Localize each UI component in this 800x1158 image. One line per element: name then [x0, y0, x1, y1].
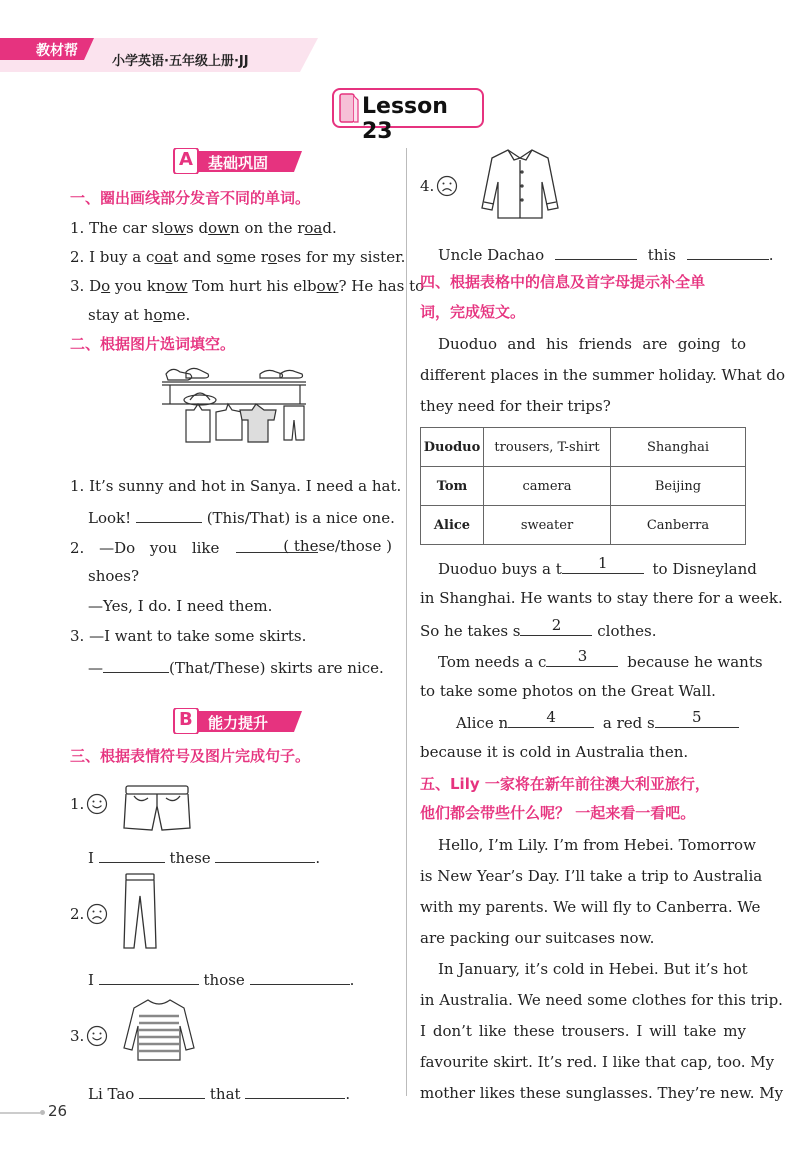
info-table	[420, 427, 746, 545]
book-icon	[338, 92, 360, 126]
q4-blank-2[interactable]: 2	[520, 619, 592, 636]
q2-blank-1[interactable]	[136, 506, 202, 523]
q3-title: 三、根据表情符号及图片完成句子。	[70, 747, 311, 765]
page-number: 26	[48, 1102, 68, 1120]
q3-line-2: I those .	[88, 968, 354, 990]
q4-intro-1: Duoduo and his friends are going to	[438, 335, 746, 353]
q3-num-1: 1.	[70, 795, 85, 813]
q4-para-6: Alice n 4 a red s 5	[456, 711, 739, 733]
q2-title: 二、根据图片选词填空。	[70, 335, 236, 353]
q2-line-3b: — (That/These) skirts are nice.	[88, 656, 384, 678]
q2-line-1b: Look! (This/That) is a nice one.	[88, 506, 395, 528]
table-cell: camera	[484, 467, 611, 506]
q3-num-2: 2.	[70, 905, 85, 923]
q4-blank-5[interactable]: 5	[655, 711, 739, 728]
q5-line-8: favourite skirt. It’s red. I like that cap, too. My	[420, 1053, 775, 1071]
q5-line-3: with my parents. We will fly to Canberra. We	[420, 898, 761, 916]
section-a-letter: A	[179, 149, 193, 170]
q2-line-2b: shoes?	[88, 567, 140, 585]
sad-face-icon	[436, 175, 458, 197]
q4-title-l1: 四、根据表格中的信息及首字母提示补全单	[420, 273, 706, 291]
q3-num-4: 4.	[420, 177, 435, 195]
q3-line-3: Li Tao that .	[88, 1082, 350, 1104]
q3-line-1: I these .	[88, 846, 320, 868]
q4-blank-1[interactable]: 1	[562, 557, 644, 574]
q3-blank-1a[interactable]	[99, 846, 165, 863]
section-a-badge	[172, 148, 302, 172]
q5-line-7: I don’t like these trousers. I will take my	[420, 1022, 746, 1040]
shirt-illustration	[478, 146, 562, 222]
q1-item-2: 2. I buy a coat and some roses for my sister.	[70, 248, 406, 266]
q4-title-l2: 词，完成短文。	[420, 303, 526, 321]
table-row	[421, 428, 746, 467]
header-bar	[0, 38, 330, 72]
q3-blank-3b[interactable]	[245, 1082, 345, 1099]
q3-blank-1b[interactable]	[215, 846, 315, 863]
q3-blank-3a[interactable]	[139, 1082, 205, 1099]
q1-item-1: 1. The car slows down on the road.	[70, 219, 337, 237]
q2-line-3a: 3. —I want to take some skirts.	[70, 627, 307, 645]
q3-blank-4a[interactable]	[555, 243, 637, 260]
lesson-title-box	[332, 88, 484, 144]
q4-blank-3[interactable]: 3	[546, 650, 618, 667]
sweater-illustration	[122, 996, 196, 1064]
q2-line-2a: 2. —Do you like ( these/those )	[70, 537, 392, 557]
table-cell: Canberra	[611, 506, 746, 545]
q3-num-3: 3.	[70, 1027, 85, 1045]
section-b-badge	[172, 708, 302, 732]
table-cell: trousers, T-shirt	[484, 428, 611, 467]
q4-para-3: So he takes s 2 clothes.	[420, 616, 657, 640]
shorts-illustration	[122, 782, 192, 834]
section-a-label: 基础巩固	[208, 154, 269, 172]
q5-title-l2: 他们都会带些什么呢？ 一起来看一看吧。	[420, 804, 696, 822]
page-number-rule	[0, 1112, 40, 1114]
table-row	[421, 506, 746, 545]
table-cell: Beijing	[611, 467, 746, 506]
table-cell: Duoduo	[421, 428, 484, 467]
q4-blank-4[interactable]: 4	[508, 711, 594, 728]
q4-intro-2: different places in the summer holiday. What do	[420, 366, 786, 384]
q2-line-2c: —Yes, I do. I need them.	[88, 597, 273, 615]
q1-item-3-cont: stay at home.	[88, 306, 191, 324]
q5-line-2: is New Year’s Day. I’ll take a trip to Australia	[420, 867, 763, 885]
sad-face-icon	[86, 903, 108, 925]
q4-para-1: Duoduo buys a t 1 to Disneyland	[438, 554, 757, 578]
shop-rack-illustration	[160, 362, 310, 454]
q2-blank-3[interactable]	[103, 656, 169, 673]
q3-blank-2a[interactable]	[99, 968, 199, 985]
q4-para-5: to take some photos on the Great Wall.	[420, 682, 716, 700]
q5-line-9: mother likes these sunglasses. They’re new. My	[420, 1084, 784, 1102]
q3-line-4: Uncle Dachao this .	[438, 243, 773, 265]
trousers-illustration	[120, 872, 160, 952]
q5-line-1: Hello, I’m Lily. I’m from Hebei. Tomorrow	[438, 836, 756, 854]
table-cell: Shanghai	[611, 428, 746, 467]
section-b-label: 能力提升	[208, 714, 269, 732]
page-number-dot	[40, 1110, 45, 1115]
section-b-letter: B	[179, 709, 193, 730]
q5-line-6: in Australia. We need some clothes for this trip.	[420, 991, 783, 1009]
smile-face-icon	[86, 1025, 108, 1047]
q5-line-5: In January, it’s cold in Hebei. But it’s hot	[438, 960, 748, 978]
q4-para-2: in Shanghai. He wants to stay there for a week.	[420, 589, 783, 607]
q3-blank-2b[interactable]	[250, 968, 350, 985]
table-cell: Alice	[421, 506, 484, 545]
smile-face-icon	[86, 793, 108, 815]
q5-title-l1: 五、Lily 一家将在新年前往澳大利亚旅行，	[420, 775, 710, 793]
q4-para-4: Tom needs a c 3 because he wants	[438, 647, 763, 671]
table-row	[421, 467, 746, 506]
q4-para-7: because it is cold in Australia then.	[420, 743, 689, 761]
q1-title: 一、圈出画线部分发音不同的单词。	[70, 189, 311, 207]
q1-item-3: 3. Do you know Tom hurt his elbow? He has to	[70, 277, 425, 295]
table-cell: sweater	[484, 506, 611, 545]
q3-blank-4b[interactable]	[687, 243, 769, 260]
q2-line-1a: 1. It’s sunny and hot in Sanya. I need a hat.	[70, 477, 402, 495]
table-cell: Tom	[421, 467, 484, 506]
q5-line-4: are packing our suitcases now.	[420, 929, 655, 947]
header-subtitle: 小学英语·五年级上册·JJ	[112, 54, 249, 69]
q4-intro-3: they need for their trips?	[420, 397, 611, 415]
header-brand: 教材帮	[36, 43, 78, 59]
lesson-title: Lesson 23	[362, 94, 448, 144]
